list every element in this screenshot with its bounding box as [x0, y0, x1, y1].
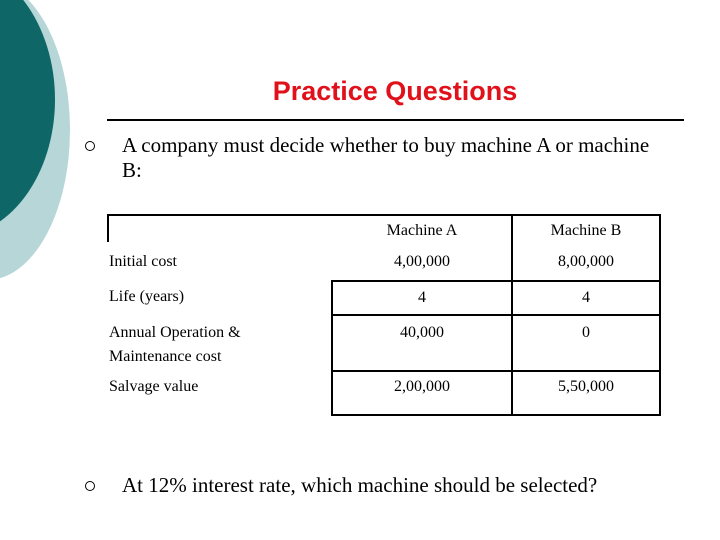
row-label-annual-om: Annual Operation & Maintenance cost: [109, 324, 241, 365]
table-header-machine-a: Machine A: [386, 222, 458, 239]
cell-life-a: 4: [418, 289, 426, 306]
cell-initial-cost-b: 8,00,000: [558, 253, 614, 270]
table-border-left: [107, 214, 109, 242]
cell-annual-om-a: 40,000: [400, 324, 444, 341]
cell-life-b: 4: [582, 289, 590, 306]
table-row-divider: [331, 280, 661, 282]
row-label-life: Life (years): [109, 288, 185, 305]
slide-title: Practice Questions: [272, 76, 518, 106]
question-text: A company must decide whether to buy machine A or machine B:: [122, 133, 650, 182]
cell-salvage-a: 2,00,000: [394, 378, 450, 395]
table-row-divider: [331, 314, 661, 316]
bullet-icon: [85, 141, 95, 151]
comparison-table: [107, 214, 661, 416]
cell-initial-cost-a: 4,00,000: [394, 253, 450, 270]
cell-annual-om-b: 0: [582, 324, 590, 341]
table-row-divider: [331, 370, 661, 372]
row-label-initial-cost: Initial cost: [109, 253, 177, 270]
cell-salvage-b: 5,50,000: [558, 378, 614, 395]
row-label-salvage: Salvage value: [109, 378, 199, 395]
bullet-icon: [85, 481, 95, 491]
table-border-top: [107, 214, 661, 216]
table-border-bottom: [331, 414, 661, 416]
prompt-text: At 12% interest rate, which machine should be selected?: [122, 473, 598, 497]
title-divider: [107, 119, 684, 121]
table-header-machine-b: Machine B: [550, 222, 622, 239]
